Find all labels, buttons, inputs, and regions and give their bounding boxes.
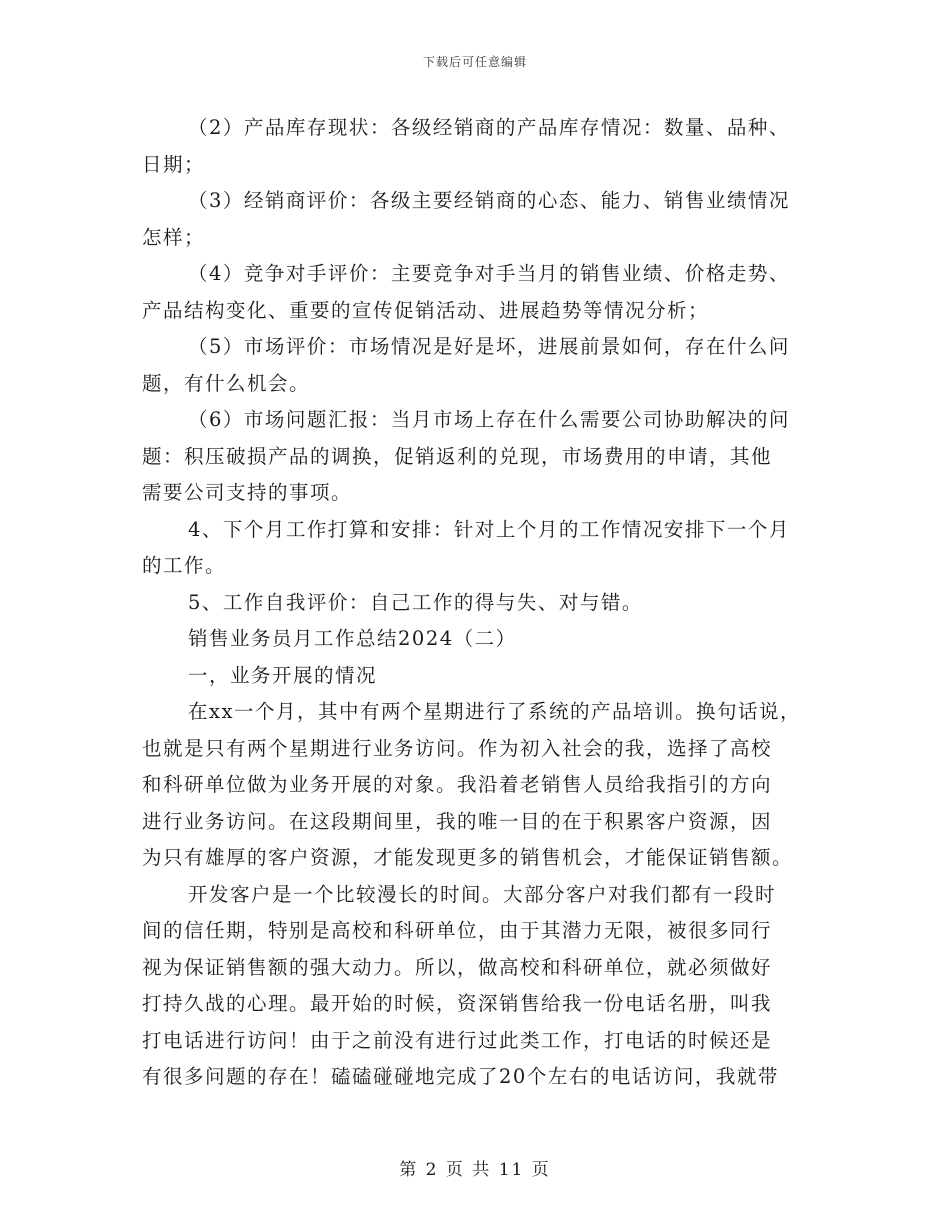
page-header: 下载后可任意编辑 [422, 55, 527, 69]
text-line: 日期； [142, 152, 206, 176]
text-line: 需要公司支持的事项。 [142, 481, 353, 504]
text-line: 开发客户是一个比较漫长的时间。大部分客户对我们都有一段时 [188, 882, 777, 906]
text-line: 题，有什么机会。 [142, 371, 311, 395]
text-line: 打持久战的心理。最开始的时候，资深销售给我一份电话名册，叫我 [142, 992, 773, 1015]
text-line: 为只有雄厚的客户资源，才能发现更多的销售机会，才能保证销售额。 [142, 846, 794, 869]
text-line: （5）市场评价：市场情况是好是坏，进展前景如何，存在什么问 [188, 335, 790, 358]
text-line: 怎样； [142, 225, 206, 249]
text-line: （6）市场问题汇报：当月市场上存在什么需要公司协助解决的问 [188, 408, 790, 431]
text-line: （2）产品库存现状：各级经销商的产品库存情况：数量、品种、 [188, 116, 790, 139]
text-line: 一，业务开展的情况 [188, 663, 378, 687]
text-line: 产品结构变化、重要的宣传促销活动、进展趋势等情况分析； [142, 298, 710, 322]
document-body [142, 110, 812, 1096]
text-line: 进行业务访问。在这段期间里，我的唯一目的在于积累客户资源，因 [142, 809, 773, 833]
text-line: 有很多问题的存在！磕磕碰碰地完成了20个左右的电话访问，我就带 [142, 1065, 779, 1088]
text-line: 和科研单位做为业务开展的对象。我沿着老销售人员给我指引的方向 [142, 773, 773, 796]
text-line: （3）经销商评价：各级主要经销商的心态、能力、销售业绩情况 [188, 189, 790, 212]
text-line: 的工作。 [142, 554, 227, 577]
text-line: 视为保证销售额的强大动力。所以，做高校和科研单位，就必须做好 [142, 955, 773, 979]
text-line: 4、下个月工作打算和安排：针对上个月的工作情况安排下一个月 [188, 517, 790, 541]
text-line: 在xx一个月，其中有两个星期进行了系统的产品培训。换句话说， [188, 700, 801, 723]
page-footer: 第 2 页 共 11 页 [399, 1160, 551, 1180]
text-line: 销售业务员月工作总结2024（二） [188, 627, 517, 650]
text-line: 题：积压破损产品的调换，促销返利的兑现，市场费用的申请，其他 [142, 444, 773, 468]
text-line: 5、工作自我评价：自己工作的得与失、对与错。 [188, 590, 643, 614]
text-line: 间的信任期，特别是高校和科研单位，由于其潜力无限，被很多同行 [142, 919, 773, 942]
text-line: 打电话进行访问！由于之前没有进行过此类工作，打电话的时候还是 [142, 1028, 773, 1052]
text-line: （4）竞争对手评价：主要竞争对手当月的销售业绩、价格走势、 [188, 262, 790, 285]
text-line: 也就是只有两个星期进行业务访问。作为初入社会的我，选择了高校 [142, 736, 773, 760]
